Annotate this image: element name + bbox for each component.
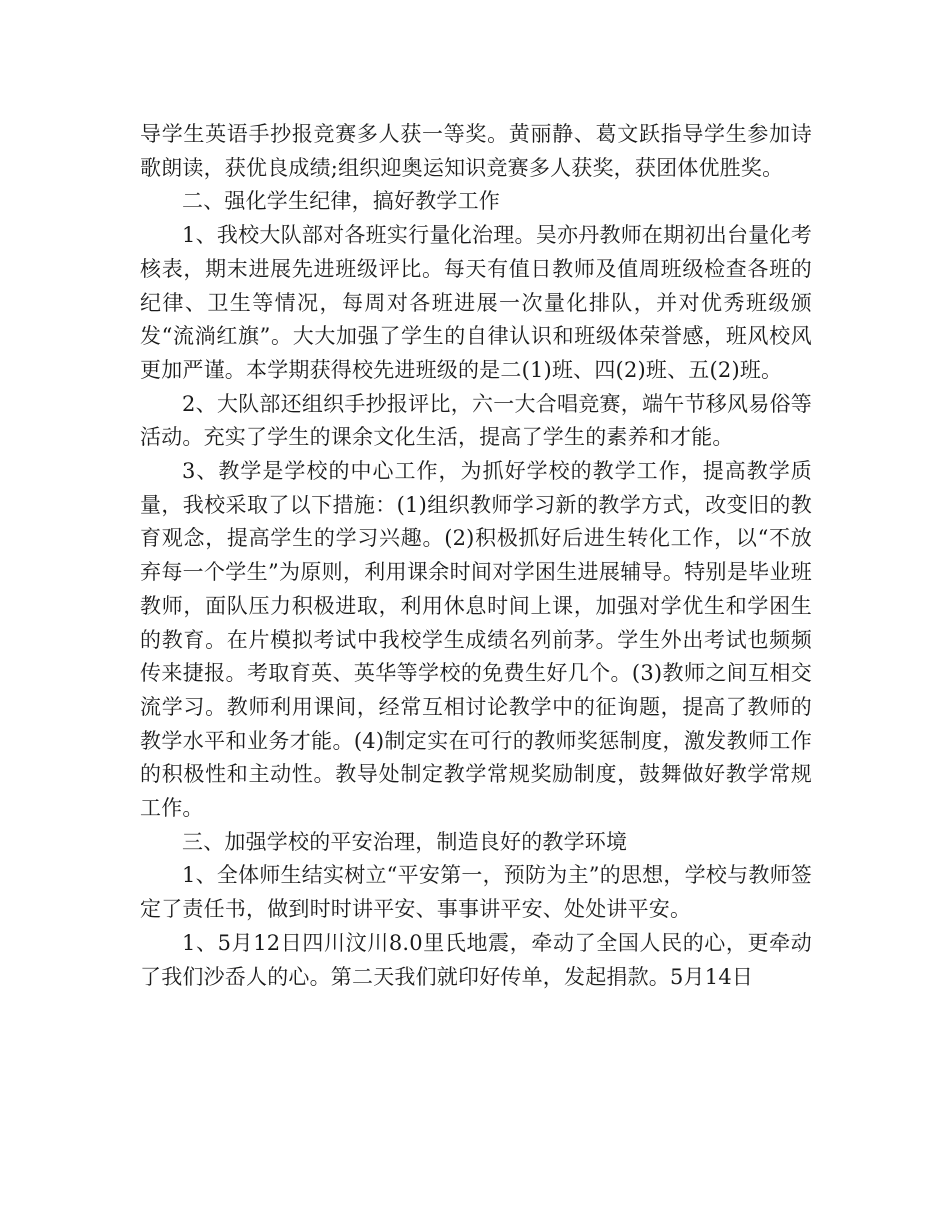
paragraph-safety: 1、全体师生结实树立“平安第一，预防为主”的思想，学校与教师签定了责任书，做到时时讲平安、事事讲平安、处处讲平安。 (140, 863, 812, 922)
paragraph-class-management: 1、我校大队部对各班实行量化治理。吴亦丹教师在期初出台量化考核表，期末进展先进班级评比。每天有值日教师及值周班级检查各班的纪律、卫生等情况，每周对各班进展一次量化排队，并对优秀班级颁发“流淌红旗”。大大加强了学生的自律认识和班级体荣誉感，班风校风更加严谨。本学期获得校先进班级的是二(1)班、四(2)班、五(2)班。 (140, 223, 812, 382)
paragraph-earthquake: 1、5月12日四川汶川8.0里氏地震，牵动了全国人民的心，更牵动了我们沙岙人的心。第二天我们就印好传单，发起捐款。5月14日 (140, 930, 812, 989)
document-page (140, 118, 812, 994)
paragraph-teaching-measures: 3、教学是学校的中心工作，为抓好学校的教学工作，提高教学质量，我校采取了以下措施：(1)组织教师学习新的教学方式，改变旧的教育观念，提高学生的学习兴趣。(2)积极抓好后进生转化工作，以“不放弃每一个学生”为原则，利用课余时间对学困生进展辅导。特别是毕业班教师，面队压力积极进取，利用休息时间上课，加强对学优生和学困生的教育。在片模拟考试中我校学生成绩名列前茅。学生外出考试也频频传来捷报。考取育英、英华等学校的免费生好几个。(3)教师之间互相交流学习。教师利用课间，经常互相讨论教学中的征询题，提高了教师的教学水平和业务才能。(4)制定实在可行的教师奖惩制度，激发教师工作的积极性和主动性。教导处制定教学常规奖励制度，鼓舞做好教学常规工作。 (140, 459, 812, 821)
paragraph-activities: 2、大队部还组织手抄报评比，六一大合唱竞赛，端午节移风易俗等活动。充实了学生的课余文化生活，提高了学生的素养和才能。 (140, 391, 812, 450)
paragraph-continuation: 导学生英语手抄报竞赛多人获一等奖。黄丽静、葛文跃指导学生参加诗歌朗读，获优良成绩;组织迎奥运知识竞赛多人获奖，获团体优胜奖。 (140, 122, 812, 180)
section-heading-two: 二、强化学生纪律，搞好教学工作 (182, 189, 500, 214)
section-heading-three: 三、加强学校的平安治理，制造良好的教学环境 (182, 829, 628, 854)
